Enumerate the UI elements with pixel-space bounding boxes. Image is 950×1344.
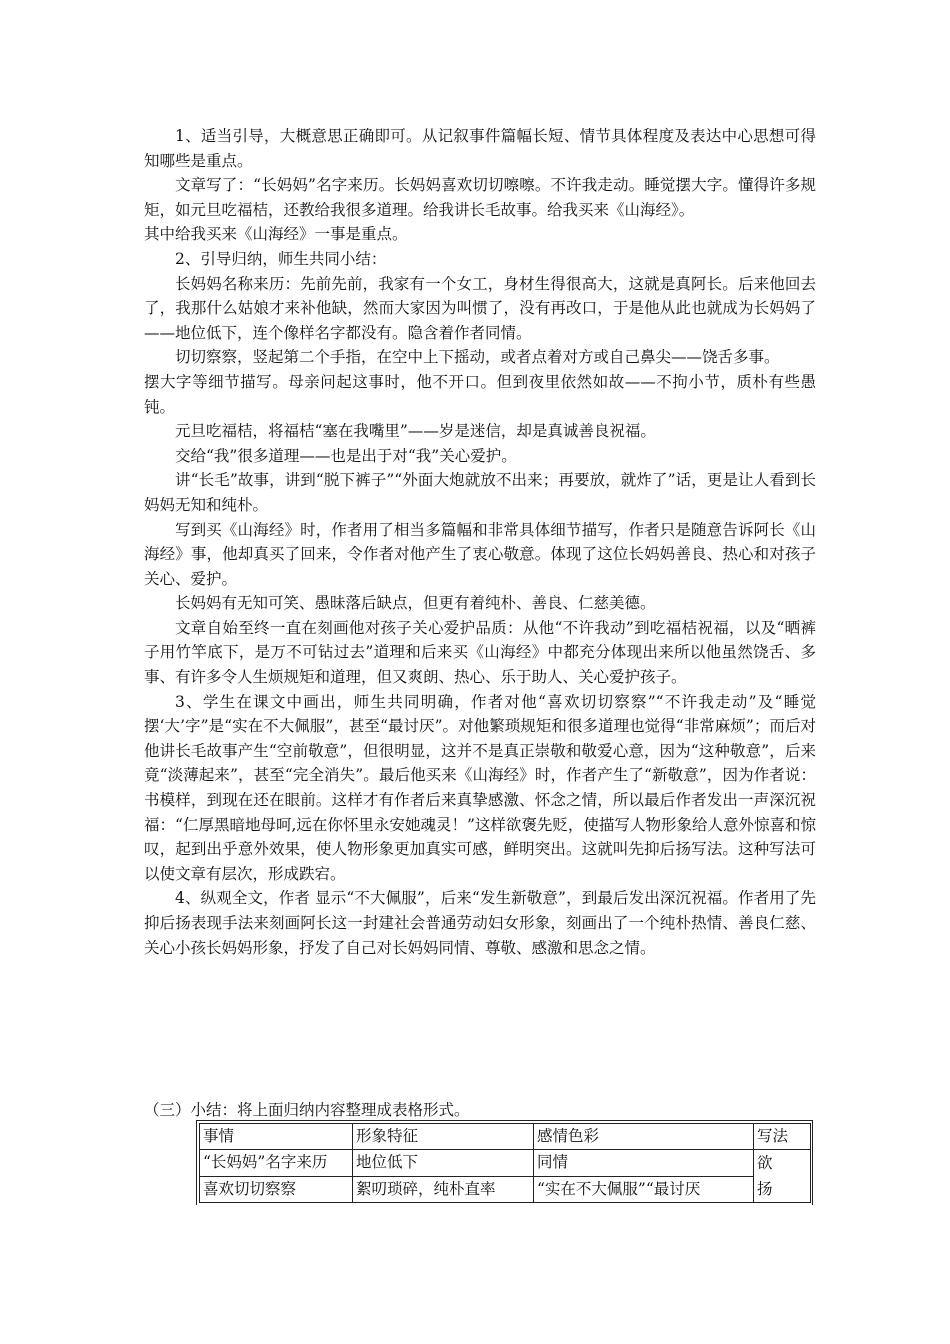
header-cell-emotion: 感情色彩: [534, 1124, 754, 1150]
table-header-row: [200, 1124, 811, 1150]
paragraph: 其中给我买来《山海经》一事是重点。: [144, 225, 408, 244]
paragraph: 文章自始至终一直在刻画他对孩子关心爱护品质：从他“不许我动”到吃福桔祝福，以及“晒裤子用竹竿底下，是万不可钻过去”道理和后来买《山海经》中都充分体现出来所以他虽然饶舌、多事、有许多令人生烦规矩和道理，但又爽朗、热心、乐于助人、关心爱护孩子。: [144, 618, 816, 687]
table-cell: 同情: [534, 1150, 754, 1177]
paragraph: 4、纵观全文，作者 显示“不大佩服”，后来“发生新敬意”，到最后发出深沉祝福。作者用了先抑后扬表现手法来刻画阿长这一封建社会普通劳动妇女形象，刻画出了一个纯朴热情、善良仁慈、关心小孩长妈妈形象，抒发了自己对长妈妈同情、尊敬、感激和思念之情。: [144, 889, 816, 957]
paragraph: 3、学生在课文中画出，师生共同明确，作者对他“喜欢切切察察”“不许我走动”及“睡觉摆‘大’字”是“实在不大佩服”，甚至“最讨厌”。对他繁琐规矩和很多道理也觉得“非常麻烦”；而后对他讲长毛故事产生“空前敬意”，但很明显，这并不是真正崇敬和敬爱心意，因为“这种敬意”，后来竟“淡薄起来”，甚至“完全消失”。最后他买来《山海经》时，作者产生了“新敬意”，因为作者说：书模样，到现在还在眼前。这样才有作者后来真挚感激、怀念之情，所以最后作者发出一声深沉祝福：“仁厚黑暗地母呵,远在你怀里永安她魂灵！”这样欲褒先贬，使描写人物形象给人意外惊喜和惊叹，起到出乎意外效果，使人物形象更加真实可感，鲜明突出。这就叫先抑后扬写法。这种写法可以使文章有层次，形成跌宕。: [144, 692, 816, 883]
table-row: [200, 1150, 811, 1177]
paragraph: 1、适当引导，大概意思正确即可。从记叙事件篇幅长短、情节具体程度及表达中心思想可得知哪些是重点。: [144, 127, 816, 170]
paragraph: 交给“我”很多道理——也是出于对“我”关心爱护。: [175, 446, 517, 465]
paragraph: 长妈妈名称来历：先前先前，我家有一个女工，身材生得很高大，这就是真阿长。后来他回去了，我那什么姑娘才来补他缺，然而大家因为叫惯了，没有再改口，于是他从此也就成为长妈妈了——地位低下，连个像样名字都没有。隐含着作者同情。: [144, 274, 816, 342]
table-cell: 地位低下: [353, 1150, 534, 1177]
paragraph: 文章写了：“长妈妈”名字来历。长妈妈喜欢切切嚓嚓。不许我走动。睡觉摆大字。懂得许多规矩，如元旦吃福桔，还教给我很多道理。给我讲长毛故事。给我买来《山海经》。: [144, 176, 816, 219]
paragraph: 2、引导归纳，师生共同小结：: [175, 249, 387, 268]
table-cell: “实在不大佩服”“最讨厌: [534, 1176, 754, 1203]
table-cell: 絮叨琐碎，纯朴直率: [353, 1176, 534, 1203]
table-row: [200, 1176, 811, 1203]
table-cell-method-merged: 欲扬: [754, 1150, 811, 1203]
body-text: [144, 124, 816, 960]
paragraph: 写到买《山海经》时，作者用了相当多篇幅和非常具体细节描写，作者只是随意告诉阿长《山海经》事，他却真买了回来，令作者对他产生了衷心敬意。体现了这位长妈妈善良、热心和对孩子关心、爱护。: [144, 520, 816, 588]
summary-heading: （三）小结：将上面归纳内容整理成表格形式。: [144, 1101, 470, 1119]
header-cell-image: 形象特征: [353, 1124, 534, 1150]
paragraph: 摆大字等细节描写。母亲问起这事时，他不开口。但到夜里依然如故——不拘小节，质朴有些愚钝。: [144, 372, 816, 416]
paragraph: 切切察察，竖起第二个手指，在空中上下摇动，或者点着对方或自己鼻尖——饶舌多事。: [175, 348, 780, 367]
header-cell-method: 写法: [754, 1124, 811, 1150]
table-cell: 喜欢切切察察: [200, 1176, 353, 1203]
paragraph: 元旦吃福桔，将福桔“塞在我嘴里”——岁是迷信，却是真诚善良祝福。: [175, 422, 656, 441]
paragraph: 讲“长毛”故事，讲到“脱下裤子”“外面大炮就放不出来；再要放，就炸了”话，更是让人看到长妈妈无知和纯朴。: [144, 471, 816, 514]
paragraph: 长妈妈有无知可笑、愚昧落后缺点，但更有着纯朴、善良、仁慈美德。: [175, 594, 656, 613]
header-cell-event: 事情: [200, 1124, 353, 1150]
summary-table: [199, 1123, 811, 1203]
table-cell: “长妈妈”名字来历: [200, 1150, 353, 1177]
